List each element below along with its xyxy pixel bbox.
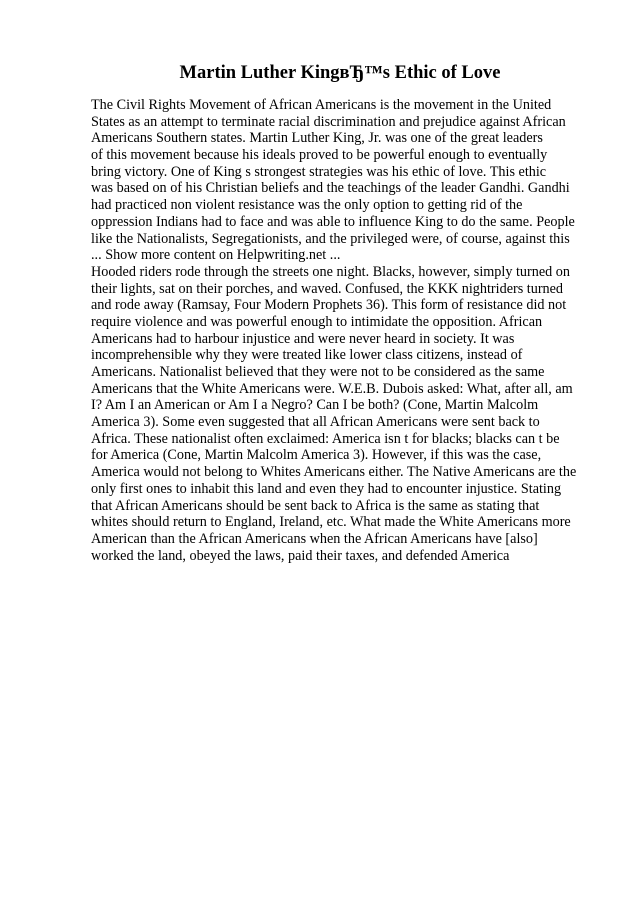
- body-line: America would not belong to Whites Americans either. The Native Americans are the: [91, 464, 577, 481]
- body-line: Africa. These nationalist often exclaimed: America isn t for blacks; blacks can t be: [91, 430, 560, 447]
- body-line: Americans that the White Americans were. W.E.B. Dubois asked: What, after all, am: [91, 380, 573, 397]
- body-line: had practiced non violent resistance was the only option to getting rid of the: [91, 197, 523, 214]
- body-line: require violence and was powerful enough to intimidate the opposition. African: [91, 313, 543, 330]
- body-line: worked the land, obeyed the laws, paid their taxes, and defended America: [91, 547, 510, 564]
- body-line: Americans had to harbour injustice and were never heard in society. It was: [91, 330, 515, 347]
- body-line: Americans. Nationalist believed that they were not to be considered as the same: [91, 364, 545, 380]
- body-line: and rode away (Ramsay, Four Modern Prophets 36). This form of resistance did not: [91, 297, 567, 314]
- body-line: only first ones to inhabit this land and even they had to encounter injustice. Stating: [91, 480, 562, 497]
- body-line: whites should return to England, Ireland, etc. What made the White Americans more: [91, 514, 571, 531]
- body-line: their lights, sat on their porches, and waved. Confused, the KKK nightriders turned: [91, 280, 564, 297]
- show-more-link[interactable]: ... Show more content on Helpwriting.net ...: [91, 247, 341, 264]
- document-body: [91, 97, 611, 564]
- body-line: oppression Indians had to face and was able to influence King to do the same. People: [91, 213, 575, 230]
- body-line: American than the African Americans when the African Americans have [also]: [91, 530, 538, 547]
- body-line: of this movement because his ideals proved to be powerful enough to eventually: [91, 147, 548, 164]
- body-line: I? Am I an American or Am I a Negro? Can I be both? (Cone, Martin Malcolm: [91, 397, 539, 414]
- body-line: The Civil Rights Movement of African Americans is the movement in the United: [91, 97, 552, 113]
- body-line: Americans Southern states. Martin Luther King, Jr. was one of the great leaders: [91, 130, 543, 147]
- body-line: for America (Cone, Martin Malcolm America 3). However, if this was the case,: [91, 447, 542, 464]
- body-line: States as an attempt to terminate racial discrimination and prejudice against African: [91, 113, 566, 130]
- body-line: America 3). Some even suggested that all African Americans were sent back to: [91, 414, 540, 431]
- body-line: bring victory. One of King s strongest strategies was his ethic of love. This ethic: [91, 163, 547, 180]
- body-line: was based on of his Christian beliefs and the teachings of the leader Gandhi. Gandhi: [91, 180, 570, 197]
- body-line: incomprehensible why they were treated like lower class citizens, instead of: [91, 347, 523, 364]
- body-line: Hooded riders rode through the streets one night. Blacks, however, simply turned on: [91, 263, 570, 280]
- body-line: that African Americans should be sent back to Africa is the same as stating that: [91, 497, 540, 514]
- body-line: like the Nationalists, Segregationists, and the privileged were, of course, against this: [91, 230, 570, 247]
- document-title: Martin Luther KingвЂ™s Ethic of Love: [179, 63, 501, 83]
